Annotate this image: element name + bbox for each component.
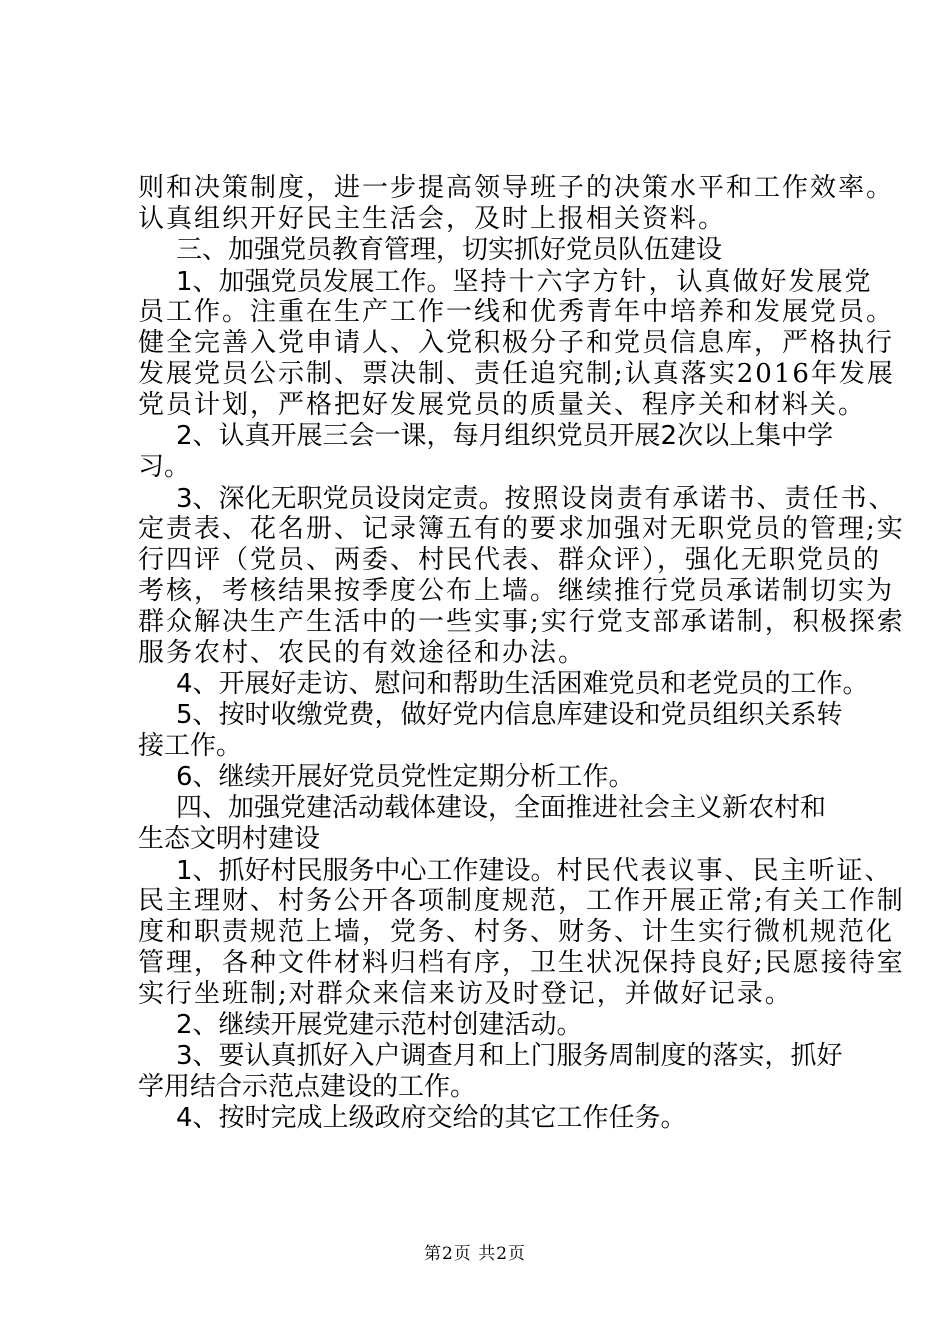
line-body-part: 按照设岗责有承诺书、责任书、 xyxy=(504,484,897,514)
document-line: 发展党员公示制、票决制、责任追究制;认真落实2016年发展 xyxy=(138,359,895,389)
document-line: 群众解决生产生活中的一些实事;实行党支部承诺制，积极探索 xyxy=(138,607,905,637)
line-body-part: 村民代表议事、民主听证、 xyxy=(556,856,893,886)
document-line xyxy=(138,483,897,514)
document-line: 5、按时收缴党费，做好党内信息库建设和党员组织关系转 xyxy=(176,700,843,730)
document-line: 民主理财、村务公开各项制度规范，工作开展正常;有关工作制 xyxy=(138,886,905,916)
document-line: 认真组织开好民主生活会，及时上报相关资料。 xyxy=(138,204,727,234)
document-line: 度和职责规范上墙，党务、村务、财务、计生实行微机规范化 xyxy=(138,917,895,947)
document-line: 6、继续开展好党员党性定期分析工作。 xyxy=(176,762,635,792)
document-line xyxy=(138,266,873,297)
document-line: 实行坐班制;对群众来信来访及时登记，并做好记录。 xyxy=(138,979,793,1009)
document-line: 2、认真开展三会一课，每月组织党员开展2次以上集中学 xyxy=(176,421,834,451)
document-line: 服务农村、农民的有效途径和办法。 xyxy=(138,638,587,668)
line-heading-part: 1、抓好村民服务中心工作建设。 xyxy=(176,856,557,886)
document-body xyxy=(138,173,905,1134)
document-line: 定责表、花名册、记录簿五有的要求加强对无职党员的管理;实 xyxy=(138,514,905,544)
document-line: 生态文明村建设 xyxy=(138,824,321,854)
document-line: 管理，各种文件材料归档有序，卫生状况保持良好;民愿接待室 xyxy=(138,948,905,978)
line-heading-part: 1、加强党员发展工作。 xyxy=(176,267,453,297)
document-line: 员工作。注重在生产工作一线和优秀青年中培养和发展党员。 xyxy=(138,297,895,327)
document-line: 四、加强党建活动载体建设，全面推进社会主义新农村和 xyxy=(176,793,827,823)
line-heading-part: 3、深化无职党员设岗定责。 xyxy=(176,484,505,514)
document-line: 党员计划，严格把好发展党员的质量关、程序关和材料关。 xyxy=(138,390,867,420)
document-line: 3、要认真抓好入户调查月和上门服务周制度的落实，抓好 xyxy=(176,1041,843,1071)
document-line: 考核，考核结果按季度公布上墙。继续推行党员承诺制切实为 xyxy=(138,576,895,606)
document-line: 接工作。 xyxy=(138,731,243,761)
document-line: 行四评（党员、两委、村民代表、群众评），强化无职党员的 xyxy=(138,545,882,575)
document-line: 则和决策制度，进一步提高领导班子的决策水平和工作效率。 xyxy=(138,173,895,203)
document-line: 三、加强党员教育管理，切实抓好党员队伍建设 xyxy=(176,235,723,265)
document-line: 4、按时完成上级政府交给的其它工作任务。 xyxy=(176,1103,687,1133)
document-line: 健全完善入党申请人、入党积极分子和党员信息库，严格执行 xyxy=(138,328,895,358)
document-line: 2、继续开展党建示范村创建活动。 xyxy=(176,1010,583,1040)
document-line: 习。 xyxy=(138,452,191,482)
document-line: 学用结合示范点建设的工作。 xyxy=(138,1072,477,1102)
document-line xyxy=(138,855,893,886)
page-footer: 第2页 共2页 xyxy=(423,1244,527,1264)
line-body-part: 坚持十六字方针，认真做好发展党 xyxy=(452,267,873,297)
document-line: 4、开展好走访、慰问和帮助生活困难党员和老党员的工作。 xyxy=(176,669,869,699)
